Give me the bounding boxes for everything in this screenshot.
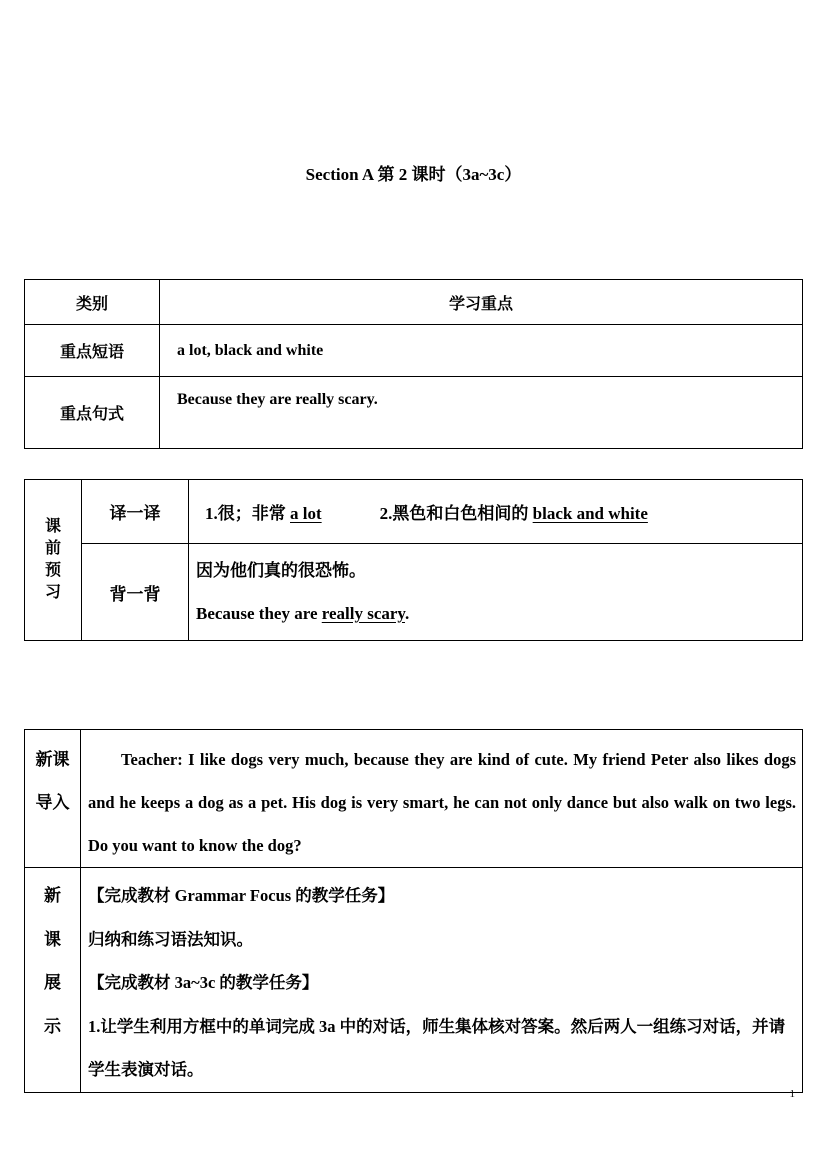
table-row (25, 377, 803, 449)
row-content-phrases: a lot, black and white (160, 325, 803, 377)
recite-chinese-line: 因为他们真的很恐怖。 (196, 561, 366, 580)
translate-label: 译一译 (82, 480, 189, 544)
side-char: 前 (44, 540, 61, 557)
side-char: 课 (44, 518, 61, 535)
intro-label (25, 730, 81, 868)
display-label-char: 课 (44, 929, 61, 949)
table-row (25, 868, 803, 1093)
preview-table (24, 479, 803, 641)
translate-item-2-answer: black and white (532, 504, 648, 523)
table-header-row (25, 280, 803, 325)
intro-text: Teacher: I like dogs very much, because they are kind of cute. My friend Peter also likes dogs and he keeps a dog as a pet. His dog is very smart, he can not only dance but also walk on two legs. Do you want to know the dog? (88, 750, 796, 855)
recite-label: 背一背 (82, 544, 189, 641)
display-label-char: 示 (44, 1016, 61, 1036)
page-title: Section A 第 2 课时（3a~3c） (305, 165, 522, 184)
display-line: 1.让学生利用方框中的单词完成 3a 中的对话，师生集体核对答案。然后两人一组练习对话，并请学生表演对话。 (88, 1016, 786, 1079)
lesson-table (24, 729, 803, 1093)
intro-content (81, 730, 803, 868)
recite-english-prefix: Because they are (196, 604, 322, 623)
display-label-char: 新 (44, 886, 61, 905)
translate-item-1-prefix: 1.很；非常 (205, 504, 290, 523)
display-label (25, 868, 81, 1093)
display-line: 归纳和练习语法知识。 (88, 929, 253, 949)
intro-label-line: 导入 (35, 793, 70, 812)
display-line: 【完成教材 Grammar Focus 的教学任务】 (88, 886, 395, 905)
display-label-char: 展 (44, 973, 61, 992)
table-row (25, 480, 803, 544)
intro-label-line: 新课 (35, 750, 70, 769)
translate-item-1-answer: a lot (290, 504, 322, 523)
row-content-sentences: Because they are really scary. (160, 377, 803, 449)
table-row (25, 325, 803, 377)
header-category: 类别 (25, 280, 160, 325)
recite-content (189, 544, 803, 641)
side-char: 预 (44, 562, 61, 579)
table-row (25, 544, 803, 641)
page-number: 1 (789, 1088, 795, 1100)
display-content (81, 868, 803, 1093)
recite-english-answer: really scary (321, 604, 405, 623)
row-label-sentences: 重点句式 (25, 377, 160, 449)
preview-side-label (25, 480, 82, 641)
display-line: 【完成教材 3a~3c 的教学任务】 (88, 973, 319, 992)
side-char: 习 (44, 584, 61, 601)
key-points-table (24, 279, 803, 449)
translate-content (189, 480, 803, 544)
translate-item-2-prefix: 2.黑色和白色相间的 (379, 504, 533, 523)
row-label-phrases: 重点短语 (25, 325, 160, 377)
header-focus: 学习重点 (160, 280, 803, 325)
table-row (25, 730, 803, 868)
recite-english-line (196, 592, 802, 635)
recite-english-suffix: . (405, 604, 410, 623)
